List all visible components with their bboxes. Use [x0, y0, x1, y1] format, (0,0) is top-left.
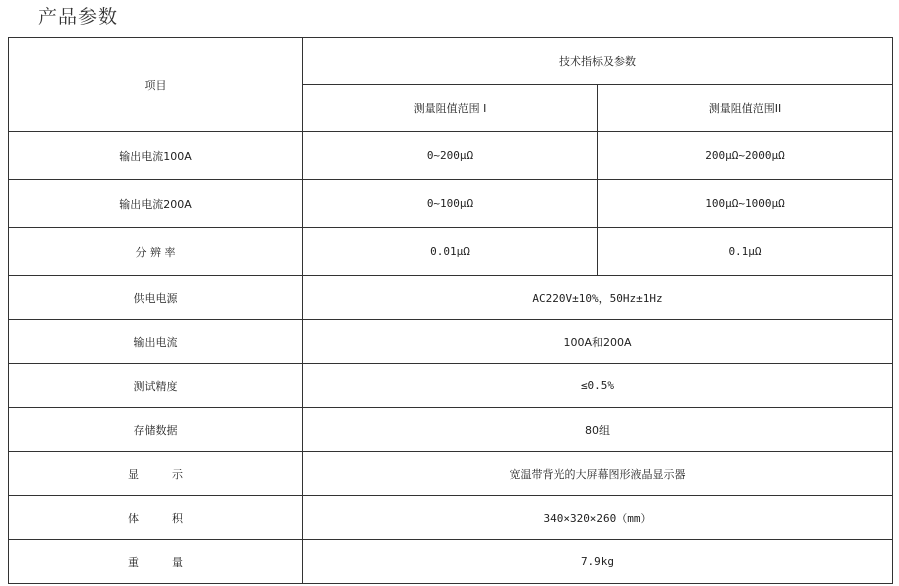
table-row	[9, 408, 893, 452]
row-range-2-value: 100μΩ~1000μΩ	[598, 180, 893, 228]
row-value: 宽温带背光的大屏幕图形液晶显示器	[303, 452, 893, 496]
table-row	[9, 540, 893, 584]
table-row	[9, 364, 893, 408]
row-range-1-value: 0~200μΩ	[303, 132, 598, 180]
row-label: 供电电源	[9, 276, 303, 320]
row-value: 100A和200A	[303, 320, 893, 364]
row-value: 80组	[303, 408, 893, 452]
row-range-2-value: 0.1μΩ	[598, 228, 893, 276]
row-value: 7.9kg	[303, 540, 893, 584]
row-label: 存储数据	[9, 408, 303, 452]
row-label: 输出电流100A	[9, 132, 303, 180]
row-label: 输出电流	[9, 320, 303, 364]
header-range-1: 测量阻值范围 I	[303, 85, 598, 132]
row-label: 测试精度	[9, 364, 303, 408]
table-row	[9, 132, 893, 180]
table-row	[9, 228, 893, 276]
row-label: 输出电流200A	[9, 180, 303, 228]
table-row	[9, 452, 893, 496]
table-row	[9, 320, 893, 364]
page-title: 产品参数	[38, 6, 119, 28]
header-range-2: 测量阻值范围II	[598, 85, 893, 132]
row-value: 340×320×260（mm）	[303, 496, 893, 540]
row-value: ≤0.5%	[303, 364, 893, 408]
row-range-2-value: 200μΩ~2000μΩ	[598, 132, 893, 180]
table-row	[9, 276, 893, 320]
row-label: 重 量	[9, 540, 303, 584]
table-row	[9, 180, 893, 228]
row-label: 体 积	[9, 496, 303, 540]
product-parameters-table	[8, 37, 893, 584]
row-range-1-value: 0~100μΩ	[303, 180, 598, 228]
row-label: 显 示	[9, 452, 303, 496]
row-range-1-value: 0.01μΩ	[303, 228, 598, 276]
table-header-row	[9, 38, 893, 85]
row-label: 分 辨 率	[9, 228, 303, 276]
header-item: 项目	[9, 38, 303, 132]
header-spec-group: 技术指标及参数	[303, 38, 893, 85]
table-row	[9, 496, 893, 540]
row-value: AC220V±10%，50Hz±1Hz	[303, 276, 893, 320]
